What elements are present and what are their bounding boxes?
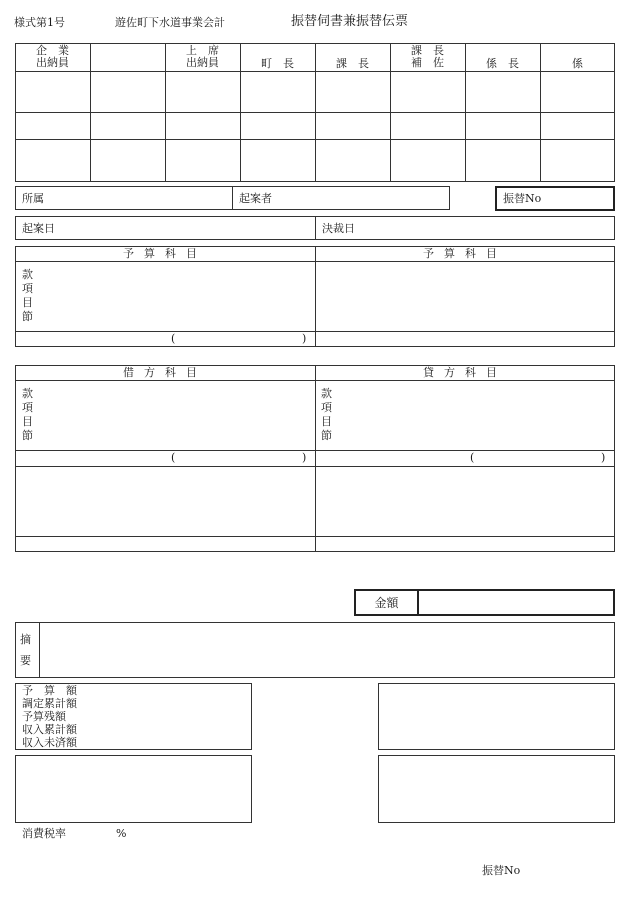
credit-label-setsu: 節	[321, 429, 332, 442]
right-notes-box[interactable]	[378, 755, 615, 823]
draft-date-label: 起案日	[22, 222, 55, 235]
figure-row-label: 予 算 額	[22, 684, 77, 697]
draft-date-field[interactable]	[15, 216, 316, 240]
amount-box	[354, 589, 615, 616]
budget-label-moku: 目	[22, 296, 33, 309]
credit-paren-close: )	[601, 451, 606, 464]
debit-paren-close: )	[302, 451, 307, 464]
approval-col-label: 出納員	[36, 56, 69, 69]
drafter-label: 起案者	[239, 192, 272, 205]
budget-label-setsu: 節	[22, 310, 33, 323]
figure-row-label: 調定累計額	[22, 697, 77, 710]
approval-col-label: 企 業	[36, 44, 69, 57]
debit-label-setsu: 節	[22, 429, 33, 442]
transfer-number-label: 振替No	[503, 192, 542, 205]
credit-header: 貸方科目	[423, 366, 507, 379]
credit-label-kan: 款	[321, 387, 332, 400]
budget-label-kan: 款	[22, 268, 33, 281]
budget-label-kou: 項	[22, 282, 33, 295]
debit-label-moku: 目	[22, 415, 33, 428]
summary-label-top: 摘	[20, 633, 31, 646]
budget-left-header: 予算科目	[123, 247, 207, 260]
transfer-number-field[interactable]	[495, 186, 615, 211]
footer-transfer-number-label: 振替No	[482, 864, 521, 877]
department-field[interactable]	[15, 186, 233, 210]
approval-col-label: 上 席	[186, 44, 219, 57]
debit-label-kou: 項	[22, 401, 33, 414]
approval-col-label: 課 長	[336, 57, 369, 70]
budget-paren-close: )	[302, 332, 307, 345]
credit-label-moku: 目	[321, 415, 332, 428]
budget-right-header: 予算科目	[423, 247, 507, 260]
approval-date-field[interactable]	[315, 216, 615, 240]
form-number: 様式第1号	[14, 16, 65, 29]
drafter-field[interactable]	[232, 186, 450, 210]
approval-col-label: 補 佐	[411, 56, 444, 69]
left-notes-box[interactable]	[15, 755, 252, 823]
tax-rate-unit: %	[116, 827, 127, 840]
approval-col-label: 係	[572, 57, 583, 70]
page-title: 振替伺書兼振替伝票	[291, 14, 409, 29]
department-label: 所属	[22, 192, 44, 205]
budget-figures-box	[15, 683, 252, 750]
approval-col-label: 課 長	[411, 44, 444, 57]
debit-label-kan: 款	[22, 387, 33, 400]
budget-paren-open: (	[171, 332, 176, 345]
organization-name: 遊佐町下水道事業会計	[115, 16, 225, 29]
summary-box[interactable]	[15, 622, 615, 678]
tax-rate-label: 消費税率	[22, 827, 66, 840]
right-figures-box[interactable]	[378, 683, 615, 750]
figure-row-label: 収入累計額	[22, 723, 77, 736]
figure-row-label: 予算残額	[22, 710, 66, 723]
approval-col-label: 係 長	[486, 57, 519, 70]
approval-col-label: 出納員	[186, 56, 219, 69]
figure-row-label: 収入未済額	[22, 736, 77, 749]
debit-paren-open: (	[171, 451, 176, 464]
credit-paren-open: (	[470, 451, 475, 464]
debit-header: 借方科目	[123, 366, 207, 379]
approval-col-label: 町 長	[261, 57, 294, 70]
summary-label-bottom: 要	[20, 654, 31, 667]
amount-label: 金額	[374, 596, 399, 610]
credit-label-kou: 項	[321, 401, 332, 414]
approval-date-label: 決裁日	[322, 222, 355, 235]
